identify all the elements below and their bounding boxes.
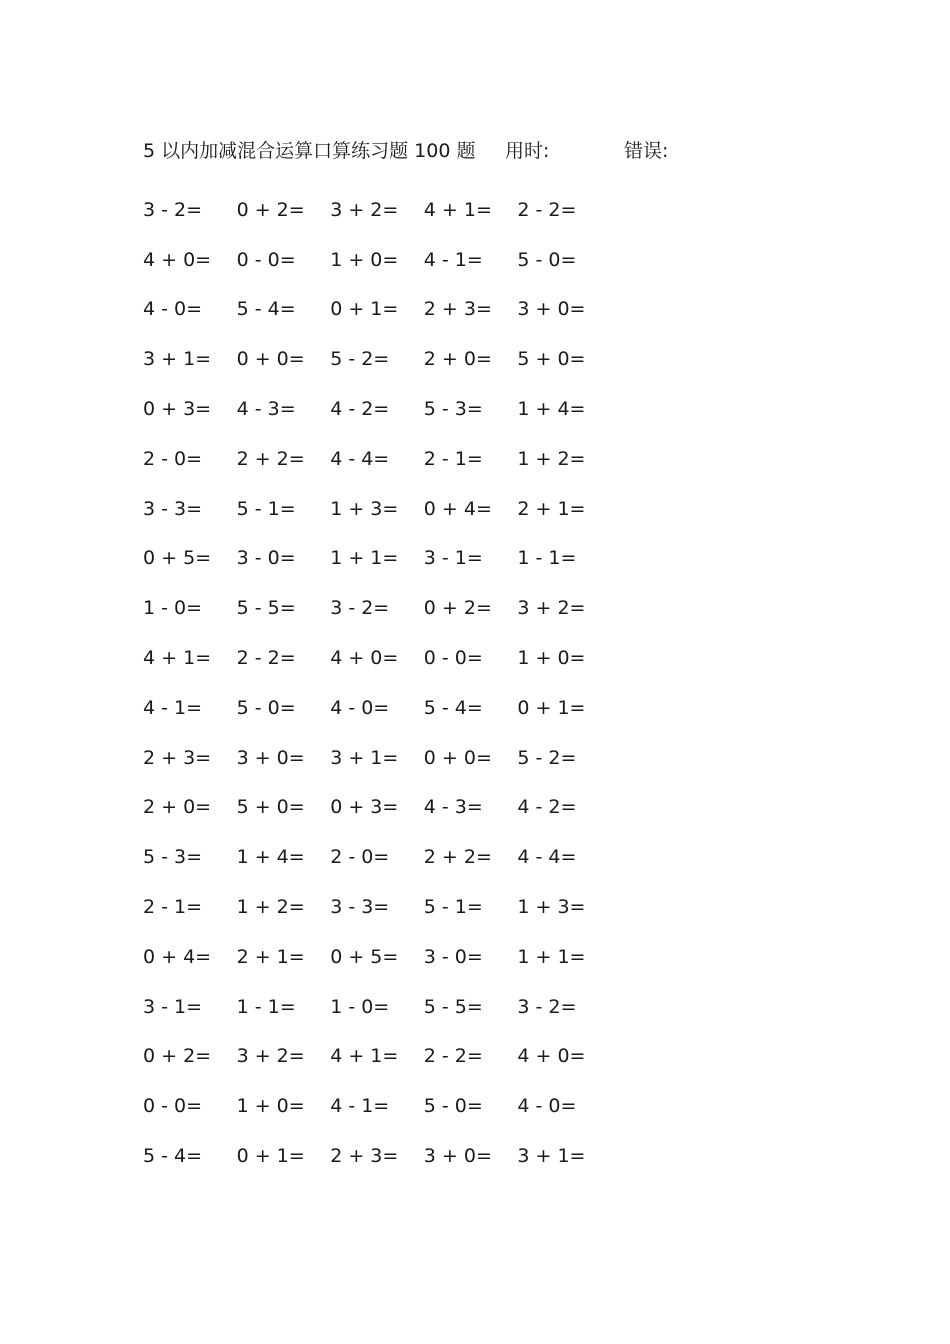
problem-row xyxy=(143,733,663,783)
problem-item: 5 - 4= xyxy=(143,1145,203,1168)
problem-row xyxy=(143,185,663,235)
problem-row xyxy=(143,882,663,932)
problem-row xyxy=(143,484,663,534)
problem-item: 0 + 3= xyxy=(143,398,212,421)
problem-row xyxy=(143,1081,663,1131)
problem-item: 2 + 3= xyxy=(330,1145,399,1168)
problem-item: 3 + 0= xyxy=(236,746,305,769)
problem-item: 4 + 0= xyxy=(330,647,399,670)
error-count-label: 错误: xyxy=(624,140,669,162)
problem-item: 1 + 3= xyxy=(517,896,586,919)
problem-item: 3 - 0= xyxy=(236,547,296,570)
problem-item: 0 - 0= xyxy=(143,1095,203,1118)
problem-item: 2 + 0= xyxy=(423,348,492,371)
problem-item: 3 - 2= xyxy=(330,597,390,620)
problem-item: 3 - 3= xyxy=(330,896,390,919)
problem-item: 1 + 1= xyxy=(517,945,586,968)
problem-item: 5 - 5= xyxy=(423,995,483,1018)
problem-item: 4 + 1= xyxy=(143,647,212,670)
problem-row xyxy=(143,783,663,833)
problem-item: 5 - 0= xyxy=(236,696,296,719)
problem-item: 1 + 0= xyxy=(236,1095,305,1118)
problem-item: 4 - 3= xyxy=(236,398,296,421)
problem-item: 3 + 0= xyxy=(423,1145,492,1168)
problem-item: 0 + 4= xyxy=(423,497,492,520)
problem-item: 5 - 1= xyxy=(423,896,483,919)
problem-row xyxy=(143,832,663,882)
problem-item: 1 + 3= xyxy=(330,497,399,520)
problem-item: 3 - 1= xyxy=(423,547,483,570)
worksheet-title: 5 以内加减混合运算口算练习题 100 题 xyxy=(143,140,476,162)
problem-item: 5 - 2= xyxy=(517,746,577,769)
problem-item: 5 - 3= xyxy=(423,398,483,421)
problem-row xyxy=(143,384,663,434)
problem-item: 4 + 1= xyxy=(423,198,492,221)
problem-item: 1 - 1= xyxy=(236,995,296,1018)
problem-item: 4 + 0= xyxy=(143,248,212,271)
problem-row xyxy=(143,982,663,1032)
problem-item: 1 + 2= xyxy=(236,896,305,919)
problem-item: 3 + 1= xyxy=(517,1145,586,1168)
problem-item: 3 + 2= xyxy=(517,597,586,620)
problem-item: 2 + 2= xyxy=(236,447,305,470)
problem-item: 3 + 1= xyxy=(143,348,212,371)
problem-item: 5 - 0= xyxy=(517,248,577,271)
problem-item: 0 + 2= xyxy=(236,198,305,221)
problem-item: 4 - 1= xyxy=(143,696,203,719)
problem-item: 0 + 0= xyxy=(423,746,492,769)
problem-item: 4 - 4= xyxy=(330,447,390,470)
problem-row xyxy=(143,235,663,285)
problem-row xyxy=(143,932,663,982)
problem-row xyxy=(143,434,663,484)
problem-item: 0 + 0= xyxy=(236,348,305,371)
problem-item: 0 + 3= xyxy=(330,796,399,819)
problem-item: 2 - 1= xyxy=(143,896,203,919)
problem-row xyxy=(143,1032,663,1082)
problem-item: 0 + 2= xyxy=(143,1045,212,1068)
problem-item: 0 + 5= xyxy=(143,547,212,570)
problem-item: 1 - 0= xyxy=(330,995,390,1018)
time-used-label: 用时: xyxy=(505,140,550,162)
problem-row xyxy=(143,285,663,335)
problem-item: 4 - 4= xyxy=(517,846,577,869)
problem-item: 3 - 2= xyxy=(517,995,577,1018)
problem-item: 2 - 2= xyxy=(236,647,296,670)
problem-item: 1 - 0= xyxy=(143,597,203,620)
worksheet-header xyxy=(143,136,783,166)
problem-item: 5 + 0= xyxy=(236,796,305,819)
problem-item: 2 + 1= xyxy=(517,497,586,520)
problem-item: 5 + 0= xyxy=(517,348,586,371)
problem-item: 4 + 0= xyxy=(517,1045,586,1068)
problem-item: 1 + 1= xyxy=(330,547,399,570)
problem-item: 3 + 1= xyxy=(330,746,399,769)
problem-item: 2 + 3= xyxy=(143,746,212,769)
problem-item: 2 + 1= xyxy=(236,945,305,968)
problem-item: 4 - 0= xyxy=(330,696,390,719)
problem-item: 1 + 4= xyxy=(517,398,586,421)
problem-item: 4 - 0= xyxy=(517,1095,577,1118)
problem-item: 0 + 1= xyxy=(517,696,586,719)
problem-item: 4 - 2= xyxy=(517,796,577,819)
problem-item: 2 - 0= xyxy=(330,846,390,869)
problem-item: 4 - 1= xyxy=(330,1095,390,1118)
problem-item: 2 - 2= xyxy=(517,198,577,221)
problem-item: 2 + 2= xyxy=(423,846,492,869)
problem-item: 2 + 0= xyxy=(143,796,212,819)
problem-item: 5 - 3= xyxy=(143,846,203,869)
problem-item: 0 - 0= xyxy=(423,647,483,670)
problem-item: 4 - 0= xyxy=(143,298,203,321)
problem-item: 0 + 2= xyxy=(423,597,492,620)
problem-item: 5 - 4= xyxy=(236,298,296,321)
problem-item: 5 - 0= xyxy=(423,1095,483,1118)
problem-item: 0 + 5= xyxy=(330,945,399,968)
problem-item: 1 + 4= xyxy=(236,846,305,869)
problem-row xyxy=(143,534,663,584)
problem-item: 0 + 1= xyxy=(330,298,399,321)
problem-item: 0 - 0= xyxy=(236,248,296,271)
problem-item: 3 - 3= xyxy=(143,497,203,520)
problem-row xyxy=(143,1131,663,1181)
problem-item: 1 + 0= xyxy=(517,647,586,670)
problem-row xyxy=(143,633,663,683)
problem-row xyxy=(143,334,663,384)
problem-item: 4 - 1= xyxy=(423,248,483,271)
problem-item: 0 + 1= xyxy=(236,1145,305,1168)
problem-item: 5 - 5= xyxy=(236,597,296,620)
problem-item: 2 - 2= xyxy=(423,1045,483,1068)
problem-item: 3 + 2= xyxy=(330,198,399,221)
problem-item: 3 + 2= xyxy=(236,1045,305,1068)
problem-row xyxy=(143,583,663,633)
problem-item: 3 - 0= xyxy=(423,945,483,968)
problem-item: 2 - 1= xyxy=(423,447,483,470)
problem-row xyxy=(143,683,663,733)
problem-item: 5 - 4= xyxy=(423,696,483,719)
problem-item: 1 + 0= xyxy=(330,248,399,271)
problem-item: 2 + 3= xyxy=(423,298,492,321)
problem-item: 1 - 1= xyxy=(517,547,577,570)
problem-item: 4 - 2= xyxy=(330,398,390,421)
problem-grid xyxy=(143,185,663,1181)
problem-item: 5 - 2= xyxy=(330,348,390,371)
problem-item: 1 + 2= xyxy=(517,447,586,470)
problem-item: 3 - 1= xyxy=(143,995,203,1018)
problem-item: 0 + 4= xyxy=(143,945,212,968)
problem-item: 4 - 3= xyxy=(423,796,483,819)
problem-item: 2 - 0= xyxy=(143,447,203,470)
problem-item: 4 + 1= xyxy=(330,1045,399,1068)
problem-item: 3 + 0= xyxy=(517,298,586,321)
problem-item: 3 - 2= xyxy=(143,198,203,221)
problem-item: 5 - 1= xyxy=(236,497,296,520)
